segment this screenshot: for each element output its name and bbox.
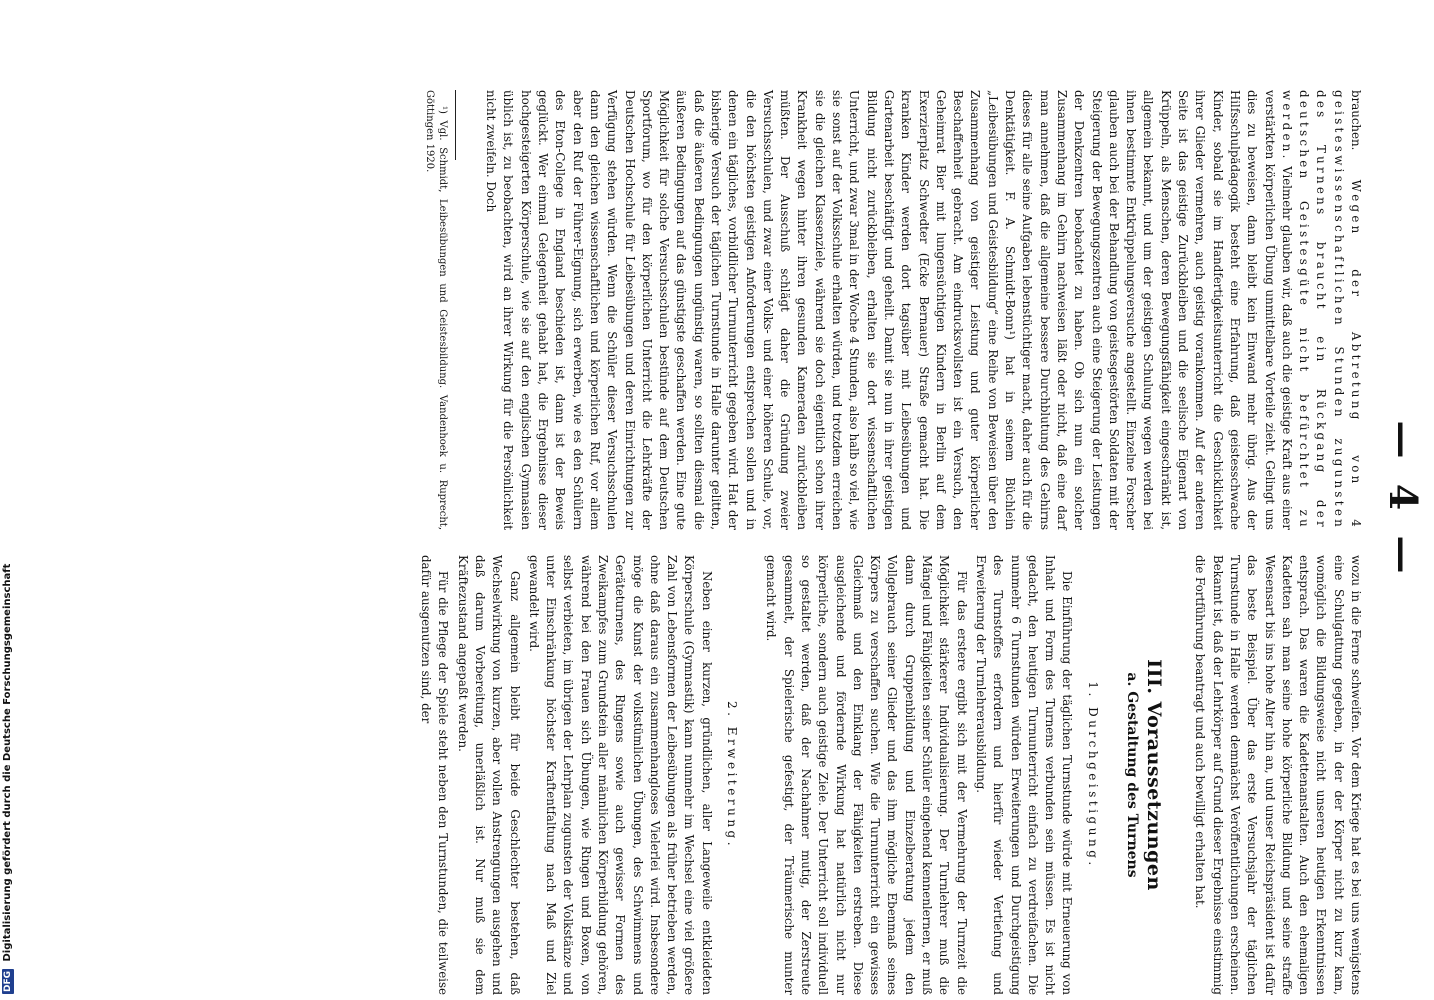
paragraph-lead: brauchen. — [1349, 90, 1363, 151]
right-text-column — [415, 555, 1364, 995]
footnote: ¹) Vgl. Schmidt, Leibesübungen und Geistesbildung. Vandenhoek u. Ruprecht, Göttingen 1920. — [423, 90, 448, 530]
paragraph-body: Vielmehr glauben wir, daß auch die geistige Kraft aus einer verstärkten körperlichen Übung unmittelbare Vorteile zieht. Gelingt uns dies zu beweisen, dann bleibt kein Einwand mehr übrig. Aus der Hilfsschulpädagogik besteht eine Erfahrung, daß geistesschwache Kinder, sobald sie im Handfertigkeitsunterricht die Geschicklichkeit ihrer Glieder vermehren, auch geistig vorankommen. Auf der anderen Seite ist das geistige Zurückbleiben und die seelische Eigenart von Krüppeln, als Menschen, deren Bewegungsfähigkeit eingeschränkt ist, allgemein bekannt, und um der geistigen Schulung wegen werden bei ihnen bestimmte Entkrüppelungsversuche angestellt. Einzelne Forscher glauben auch bei der Behandlung von geistesgestörten Soldaten mit der Steigerung der Bewegungszentren auch eine Steigerung der Leistungen der Denkzentren beobachtet zu haben. Ob sich nun ein solcher Zusammenhang im Gehirn nachweisen läßt oder nicht, daß eine darf man annehmen, daß die allgemeine bessere Durchblutung des Gehirns dieses für alle seine Aufgaben lebenstüchtiger macht, daher auch für die Denktätigkeit. F. A. Schmidt-Bonn¹) hat in seinem Büchlein „Leibesübungen und Geistesbildung“ eine Reihe von Beweisen über den Zusammenhang von geistiger Leistung und guter körperlicher Beschaffenheit gebracht. Am eindrucksvollsten ist ein Versuch, den Geheimrat Bier mit lungensüchtigen Kindern in Berlin auf dem Exerzierplatz Schwedter (Ecke Bernauer) Straße gemacht hat. Die kranken Kinder werden dort tagsüber mit Leibesübungen und Gartenarbeit beschäftigt und geheilt. Damit sie nun in ihrer geistigen Bildung nicht zurückbleiben, erhalten sie dort wissenschaftlichen Unterricht, und zwar 3mal in der Woche 4 Stunden, also halb so viel, wie sie sonst auf der Volksschule erhalten würden, und trotzdem erreichen sie die gleichen Klassenziele, während sie doch eigentlich schon ihrer Krankheit wegen hinter ihren gesunden Kameraden zurückbleiben müßten. Der Ausschuß schlägt daher die Gründung zweier Versuchsschulen, und zwar einer Volks- und einer höheren Schule, vor, die den höchsten geistigen Anforderungen entsprechen sollen und in denen ein tägliches, vorbildlicher Turnunterricht gegeben wird. Hat der bisherige Versuch der täglichen Turnstunde in Halle darunter gelitten, daß die äußeren Bedingungen ungünstig waren, so sollten diesmal die äußeren Bedingungen auf das günstigste geschaffen werden. Eine gute Möglichkeit für solche Versuchsschulen bestünde auf dem Deutschen Sportforum, wo für den körperlichen Unterricht die Lehrkräfte der Deutschen Hochschule für Leibesübungen und deren Einrichtungen zur Verfügung stehen würden. Wenn die Schüler dieser Versuchsschulen dann den gleichen wissenschaftlichen und körperlichen Ruf, vor allem aber den Ruf der Führer-Eignung, sich erwerben, wie es den Schülern des Eton-College in England beschieden ist, dann ist der Beweis geglückt. Wer einmal Gelegenheit gehabt hat, die Ergebnisse dieser hochgesteigerten Körperschule, wie sie auf den englischen Gymnasien üblich ist, zu beobachten, wird an ihrer Wirkung für die Persönlichkeit nicht zweifeln. Doch — [484, 90, 1294, 531]
left-text-column — [423, 90, 1364, 530]
paragraph-spiele: Für die Pflege der Spiele steht neben den Turnstunden, die teilweise dafür ausgenutzen sind, der — [419, 555, 451, 995]
digitization-credit — [2, 4, 16, 994]
footnote-divider — [455, 90, 456, 160]
dfg-logo: DFG — [3, 970, 13, 992]
emphasized-sentence: Wegen der Abtretung von 4 geisteswissenschaftlichen Stunden zugunsten des Turnens braucht ein Rückgang der deutschen Geistesgüte nicht befürchtet zu werden. — [1279, 90, 1363, 530]
paragraph-geschlechter: Ganz allgemein bleibt für beide Geschlechter bestehen, daß Wechselwirkung von kurzen, aber vollen Anstrengungen ausgehen und daß darum Vorbereitung, unerläßlich ist. Nur muß sie dem Kräftezustand angepaßt werden. — [455, 555, 522, 995]
paragraph-einfuehrung: Die Einführung der täglichen Turnstunde würde mit Erneuerung von Inhalt und Form des Turnens verbunden sein müssen. Es ist nicht gedacht, den heutigen Turnunterricht einfach zu verdreifachen. Die nunmehr 6 Turnstunden würden Erweiterungen und Durchgeistigung des Turnstoffes erfordern und hierfür wieder Vertiefung und Erweiterung der Turnlehrerausbildung. — [973, 555, 1075, 995]
paragraph-reasoning — [482, 90, 1364, 530]
credit-text: Digitalisierung gefördert durch die Deutsche Forschungsgemeinschaft — [2, 563, 13, 962]
page-number: — 4 — — [1381, 420, 1426, 580]
section-title: III. Voraussetzungen — [1143, 659, 1166, 891]
paragraph-intro: wozu in die Ferne schweifen. Vor dem Kriege hat es bei uns wenigstens eine Schulgattung gegeben, in der der Körper nicht zu kurz kam, womöglich die Bildungsweise nicht unseren heutigen Erkenntnissen entsprach. Das waren die Kadettenanstalten. Auch den ehemaligen Kadetten sah man seine hohe körperliche Bildung und seine straffe Wesensart bis ins hohe Alter hin an, und unser Reichspräsident ist dafür das beste Beispiel. Über das erste Versuchsjahr der täglichen Turnstunde in Halle werden demnächst Veröffentlichungen erscheinen. Bekannt ist, daß der Lehrkörper auf Grund dieser Ergebnisse einstimmig die Fortführung beantragt und auch bewilligt erhalten hat. — [1193, 555, 1363, 995]
paragraph-koerperschule: Neben einer kurzen, gründlichen, aller Langeweile entkleideten Körperschule (Gymnastik) kann nunmehr im Wechsel eine viel größere Zahl von Lebensformen der Leibesübungen als früher betrieben werden, ohne daß daraus ein zusammenhangloses Vielerlei wird. Insbesondere möge die Kunst der volkstümlichen Übungen, des Schwimmens und Geräteturnens, des Ringens sowie auch gewisser Formen des Zweikampfes zum Grundstein aller männlichen Körperbildung gehören, während bei den Frauen sich Übungen, wie Ringen und Boxen, von selbst verbieten, im übrigen der Lehrplan zugunsten der Volkstänze und unter Einschränkung höchster Kraftentfaltung nach Maß und Ziel gewandelt wird. — [526, 555, 714, 995]
subsection-title-erweiterung: 2. Erweiterung. — [725, 700, 740, 850]
rotated-document-page — [40, 0, 1434, 1000]
paragraph-individualisierung: Für das erstere ergibt sich mit der Vermehrung der Turnzeit die Möglichkeit stärkerer Individualisierung. Der Turnlehrer muß die Mängel und Fähigkeiten seiner Schüler eingehend kennenlernen, er muß dann durch Gruppenbildung und Einzelberatung jedem den Vollgebrauch seiner Glieder und das ihm mögliche Ebenmaß seines Körpers zu verschaffen suchen. Wie die Turnunterricht ein gewisses Gleichmaß und den Einklang der Fähigkeiten erstreben. Diese ausgleichende und fördernde Wirkung hat natürlich nicht nur körperliche, sondern auch geistige Ziele. Der Unterricht soll individuell so gestaltet werden, daß der Nachahmer mutig, der Zerstreute gesammelt, der Spielerische gefestigt, der Träumerische munter gemacht wird. — [764, 555, 969, 995]
section-subtitle: a. Gestaltung des Turnens — [1124, 672, 1141, 878]
subsection-title-durchgeistigung: 1. Durchgeistigung. — [1085, 681, 1100, 869]
